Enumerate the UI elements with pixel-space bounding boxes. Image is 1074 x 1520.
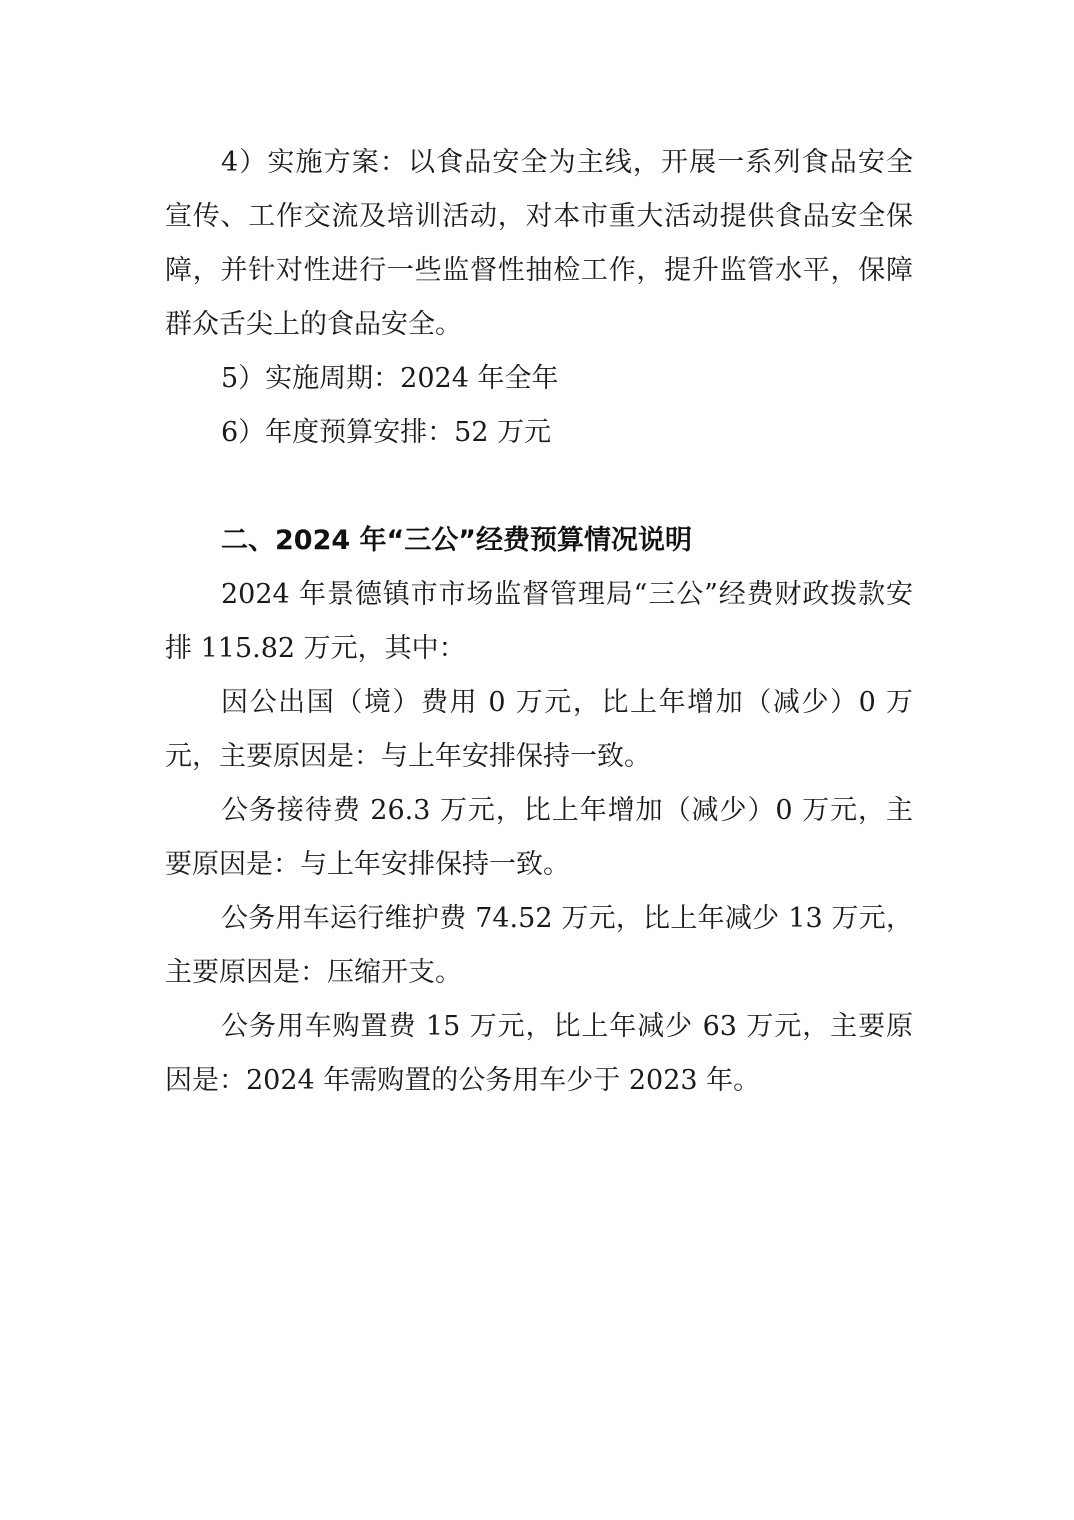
section-heading: 二、2024 年“三公”经费预算情况说明 [221, 525, 693, 556]
paragraph-intro: 2024 年景德镇市市场监督管理局“三公”经费财政拨款安排 115.82 万元，其中： [165, 579, 913, 664]
item-implementation-plan: 4）实施方案：以食品安全为主线，开展一系列食品安全宣传、工作交流及培训活动，对本市重大活动提供食品安全保障，并针对性进行一些监督性抽检工作，提升监管水平，保障群众舌尖上的食品安全。 [165, 147, 913, 340]
paragraph-vehicle-purchase: 公务用车购置费 15 万元，比上年减少 63 万元，主要原因是：2024 年需购置的公务用车少于 2023 年。 [165, 1011, 913, 1096]
section-spacer [165, 460, 913, 514]
paragraph-overseas-travel: 因公出国（境）费用 0 万元，比上年增加（减少）0 万元，主要原因是：与上年安排保持一致。 [165, 687, 913, 772]
paragraph-reception: 公务接待费 26.3 万元，比上年增加（减少）0 万元，主要原因是：与上年安排保持一致。 [165, 795, 913, 880]
item-implementation-period: 5）实施周期：2024 年全年 [221, 363, 559, 394]
document-body [165, 136, 913, 1108]
item-annual-budget: 6）年度预算安排：52 万元 [221, 417, 552, 448]
paragraph-vehicle-operation: 公务用车运行维护费 74.52 万元，比上年减少 13 万元，主要原因是：压缩开支。 [165, 903, 913, 988]
